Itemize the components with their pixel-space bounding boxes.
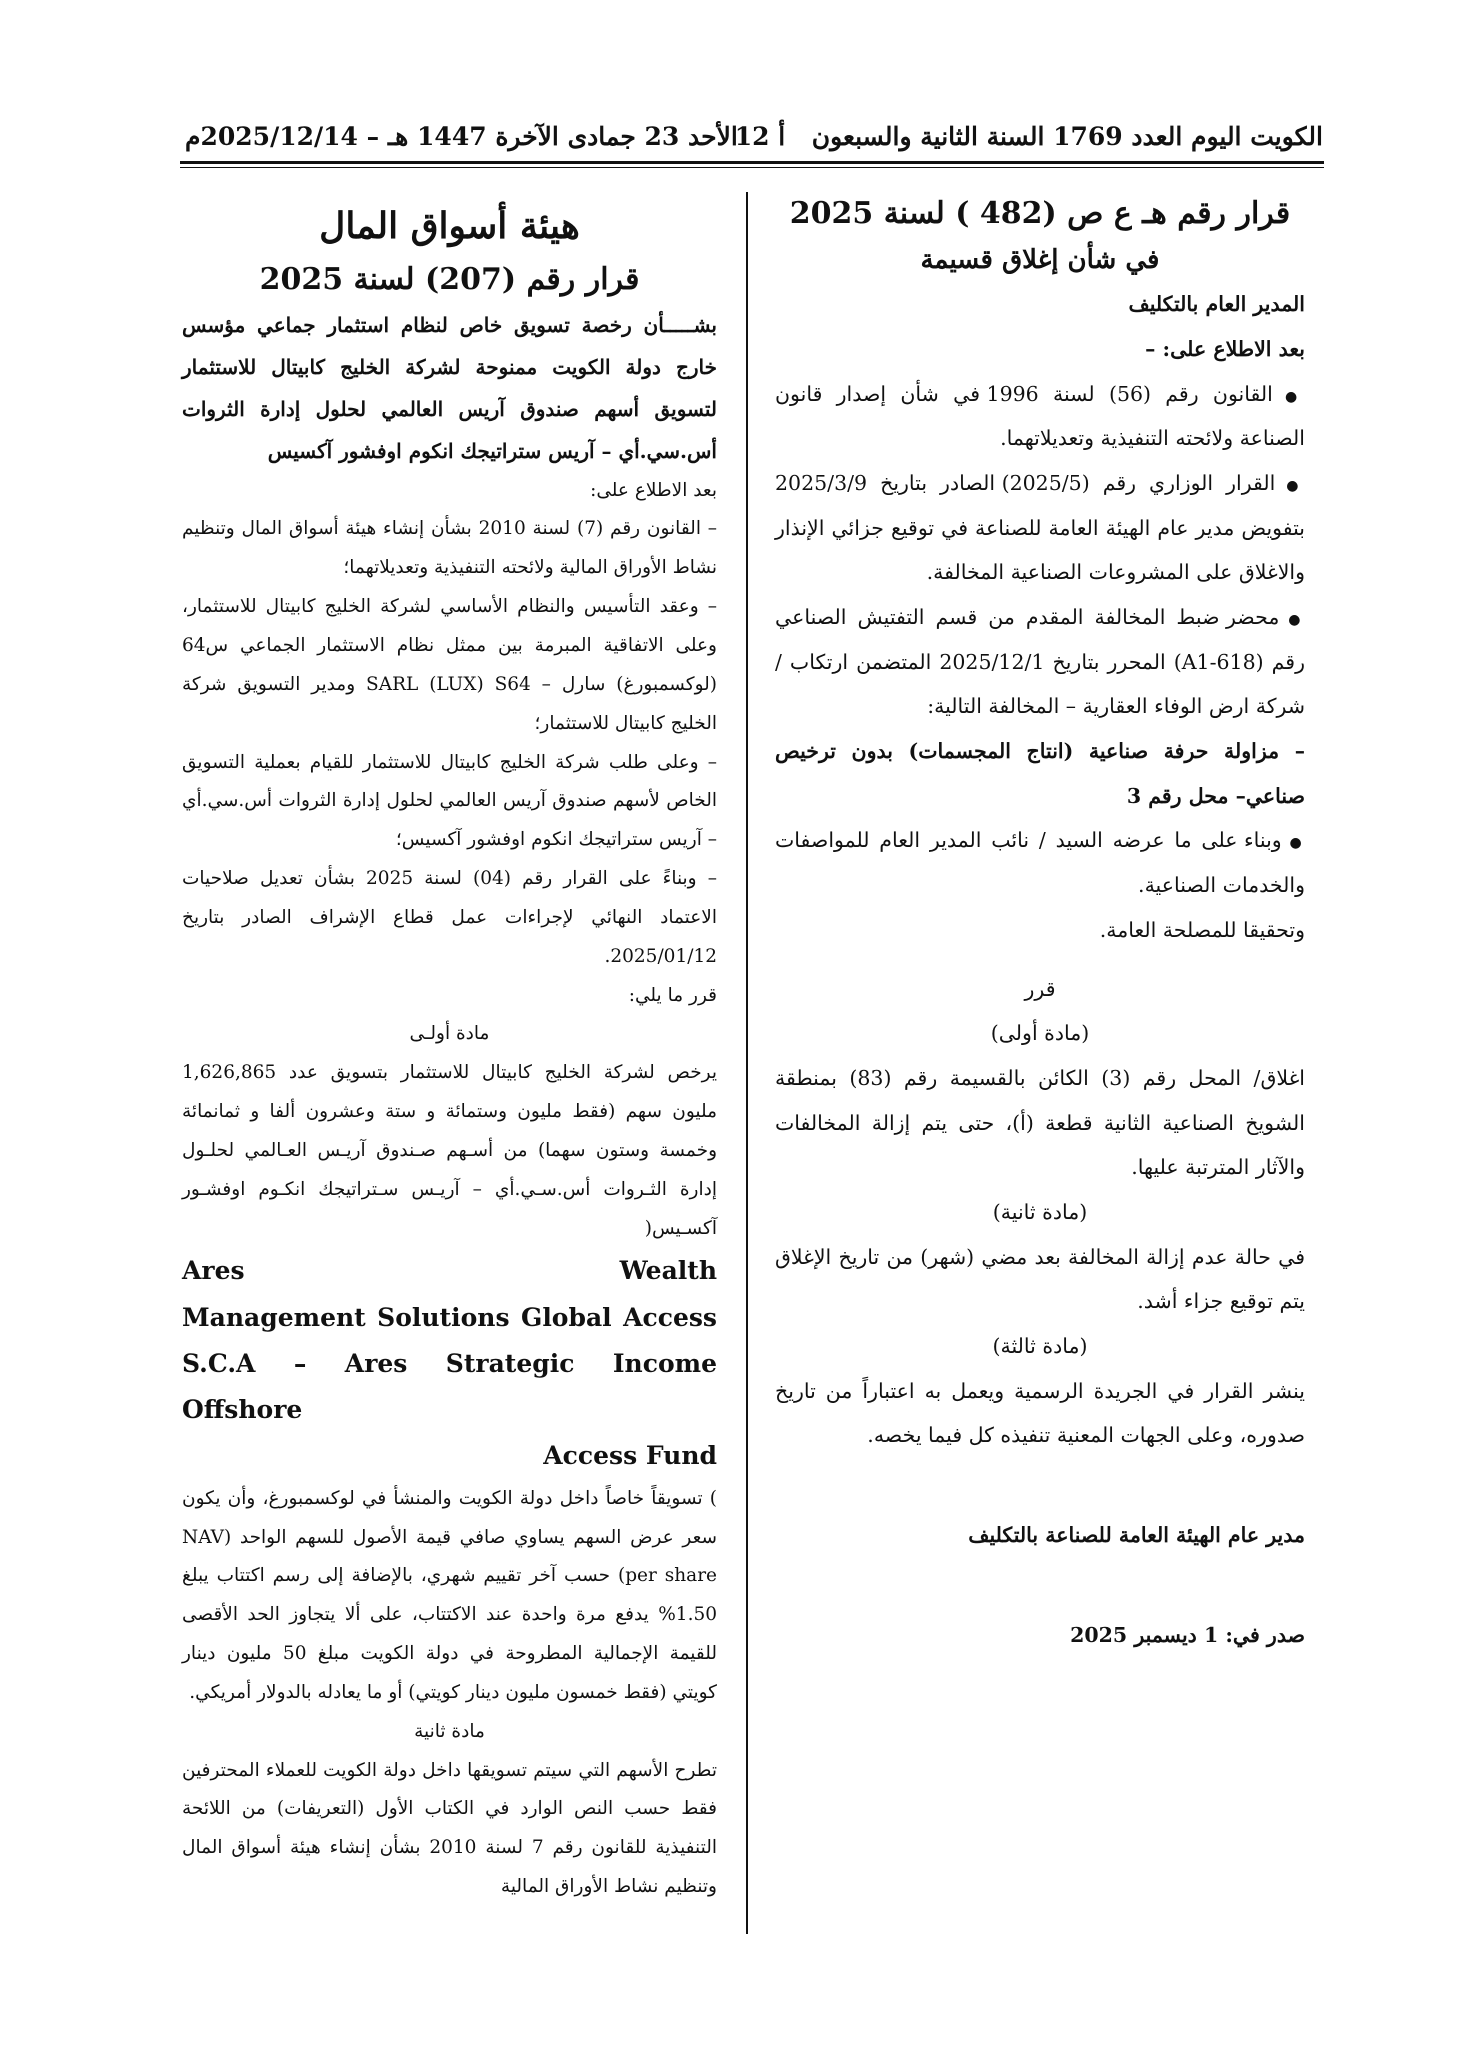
page-number: أ 12 (734, 122, 786, 151)
recital-law-7: – القانون رقم (7) لسنة 2010 بشأن إنشاء هيئة أسواق المال وتنظيم نشاط الأوراق المالية ولائحته التنفيذية وتعديلاتهما؛ (182, 518, 718, 579)
article-1-text-b: ) تسويقاً خاصاً داخل دولة الكويت والمنشأ في لوكسمبورغ، وأن يكون سعر عرض السهم يساوي صافي قيمة الأصول للسهم الواحد (NAV per share) حسب آخر تقييم شهري، بالإضافة إلى رسم اكتتاب يبلغ 1.50% يدفع مرة واحدة عند الاكتتاب، على ألا يتجاوز الحد الأقصى للقيمة الإجمالية المطروحة في دولة الكويت مبلغ 50 مليون دينار كويتي (فقط خمسون مليون دينار كويتي) أو ما يعادله بالدولار أمريكي. (182, 1487, 717, 1703)
article-2-heading: (مادة ثانية) (992, 1199, 1088, 1224)
gazette-issue: الكويت اليوم العدد 1769 السنة الثانية والسبعون (811, 122, 1323, 151)
public-interest-line: وتحقيقا للمصلحة العامة. (1099, 917, 1305, 942)
article-1-text: اغلاق/ المحل رقم (3) الكائن بالقسيمة رقم (83) بمنطقة الشويخ الصناعية الثانية قطعة (أ)، حتى يتم إزالة المخالفات والآثار المترتبة عليها. (775, 1065, 1306, 1180)
article-1-heading-207: مادة أولـى (409, 1023, 490, 1045)
after-review-heading: بعد الاطلاع على: (590, 479, 717, 501)
fund-name-latin-2: Management Solutions Global Access (182, 1302, 717, 1332)
recital-deputy-presentation: ● وبناء على ما عرضه السيد / نائب المدير العام للمواصفات والخدمات الصناعية. (775, 818, 1305, 907)
recital-incorporation: – وعقد التأسيس والنظام الأساسي لشركة الخليج كابيتال للاستثمار، وعلى الاتفاقية المبرمة بين ممثل نظام الاستثمار الجماعي س64 (لوكسمبورغ) سارل – SARL (LUX) S64 ومدير التسويق شركة الخليج كابيتال للاستثمار؛ (182, 596, 717, 734)
article-3-heading: (مادة ثالثة) (992, 1334, 1088, 1358)
decision-482-column (775, 190, 1305, 1657)
article-2-text-207: تطرح الأسهم التي سيتم تسويقها داخل دولة الكويت للعملاء المحترفين فقط حسب النص الوارد في الكتاب الأول (التعريفات) من اللائحة التنفيذية للقانون رقم 7 لسنة 2010 بشأن إنشاء هيئة أسواق المال وتنظيم نشاط الأوراق المالية (182, 1759, 717, 1898)
header-rule-thin (180, 167, 1324, 168)
fund-name-latin-3: S.C.A – Ares Strategic Income Offshore (182, 1348, 717, 1425)
issued-date: صدر في: 1 ديسمبر 2025 (1070, 1622, 1305, 1647)
article-2-heading-207: مادة ثانية (414, 1720, 485, 1742)
page-header (185, 118, 1323, 158)
header-rule-thick (180, 161, 1324, 164)
recital-law-56: ● القانون رقم (56) لسنة 1996 في شأن إصدار قانون الصناعة ولائحته التنفيذية وتعديلاتهما. (775, 372, 1305, 461)
article-3-text: ينشر القرار في الجريدة الرسمية ويعمل به اعتباراً من تاريخ صدوره، وعلى الجهات المعنية تنفيذه كل فيما يخصه. (775, 1378, 1305, 1448)
article-1-heading: (مادة أولى) (990, 1021, 1090, 1046)
issuer-line: المدير العام بالتكليف (1128, 292, 1305, 317)
decided-heading-207: قرر ما يلي: (628, 984, 717, 1006)
recital-request: – وعلى طلب شركة الخليج كابيتال للاستثمار للقيام بعملية التسويق الخاص لأسهم صندوق آريس العالمي لحلول إدارة الثروات أس.سي.أي – آريس ستراتيجك انكوم اوفشور آكسيس؛ (182, 751, 717, 851)
decision-207-title: قرار رقم (207) لسنة 2025 (259, 261, 640, 297)
after-review-line: بعد الاطلاع على: – (1145, 336, 1305, 361)
authority-name: هيئة أسواق المال (319, 205, 580, 247)
fund-name-latin-1: Ares Wealth (182, 1256, 717, 1286)
article-2-text: في حالة عدم إزالة المخالفة بعد مضي (شهر) من تاريخ الإغلاق يتم توقيع جزاء أشد. (775, 1244, 1305, 1314)
decision-207-column (182, 198, 717, 1907)
signature-line: مدير عام الهيئة العامة للصناعة بالتكليف (968, 1523, 1305, 1548)
recital-violation-report: ● محضر ضبط المخالفة المقدم من قسم التفتيش الصناعي رقم (A1-618) المحرر بتاريخ 2025/12/1 المتضمن ارتكاب / شركة ارض الوفاء العقارية – المخالفة التالية: (775, 595, 1305, 729)
recital-decision-04: – وبناءً على القرار رقم (04) لسنة 2025 بشأن تعديل صلاحيات الاعتماد النهائي لإجراءات عمل قطاع الإشراف الصادر بتاريخ 2025/01/12. (182, 868, 717, 967)
decision-482-title: قرار رقم هـ ع ص (482 ) لسنة 2025 (789, 196, 1291, 231)
issue-date: الأحد 23 جمادى الآخرة 1447 هـ – 2025/12/14م (185, 122, 738, 151)
decided-heading: قرر (1024, 976, 1056, 1001)
violation-item: – مزاولة حرفة صناعية (انتاج المجسمات) بدون ترخيص صناعي– محل رقم 3 (775, 739, 1305, 808)
article-1-text-a: يرخص لشركة الخليج كابيتال للاستثمار بتسويق عدد 1,626,865 مليون سهم (فقط مليون وستمائة و ستة وعشرون ألفا و ثمانمائة وخمسة وستون سهما) من أسـهم صـندوق آريـس العـالمي لحلـول إدارة الثـروات أس.سـي.أي – آريـس سـتراتيجك انكـوم اوفشـور آكسـيس( (182, 1062, 717, 1239)
decision-482-subject: في شأن إغلاق قسيمة (920, 245, 1160, 275)
column-divider (746, 192, 748, 1934)
decision-207-subject: بشـــــأن رخصة تسويق خاص لنظام استثمار جماعي مؤسس خارج دولة الكويت ممنوحة لشركة الخليج كابيتال للاستثمار لتسويق أسهم صندوق آريس العالمي لحلول إدارة الثروات أس.سي.أي – آريس ستراتيجك انكوم اوفشور آكسيس (182, 312, 717, 463)
recital-ministerial-decision: ● القرار الوزاري رقم (2025/5) الصادر بتاريخ 2025/3/9 بتفويض مدير عام الهيئة العامة للصناعة في توقيع جزائي الإنذار والاغلاق على المشروعات الصناعية المخالفة. (775, 461, 1305, 595)
fund-name-latin-4: Access Fund (543, 1441, 717, 1471)
